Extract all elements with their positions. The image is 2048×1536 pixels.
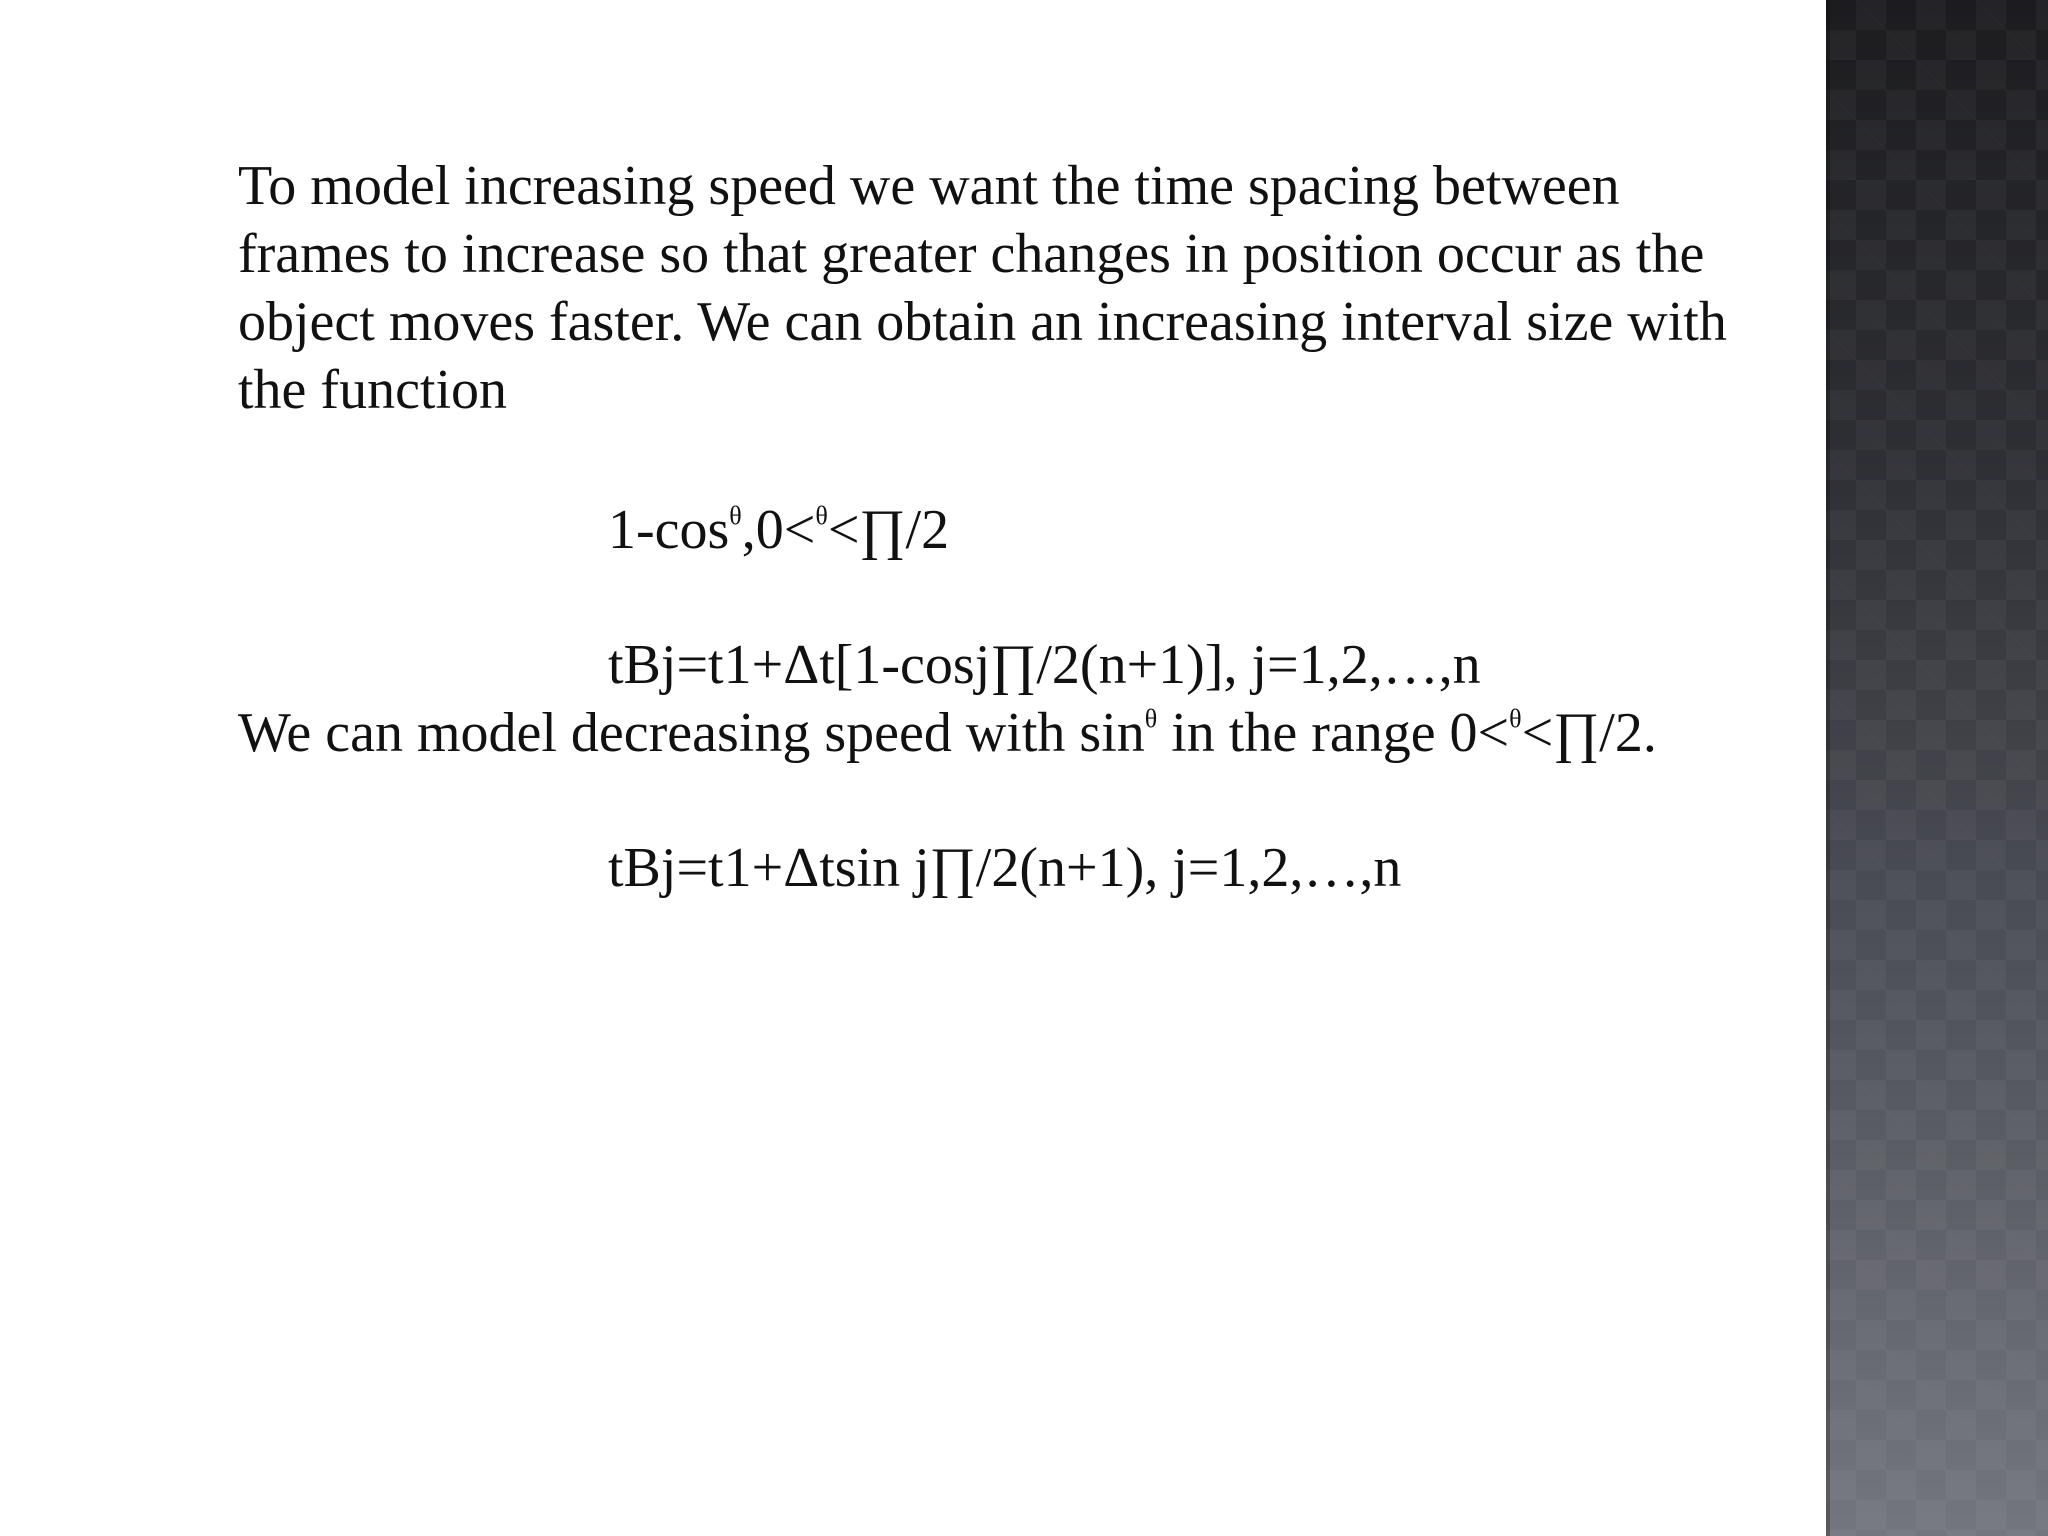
line-text: in the range 0< [1157,702,1510,764]
equation-decreasing-interval: tBj=t1+Δtsin j∏/2(n+1), j=1,2,…,n [608,837,1402,899]
equation-text: ,0< [741,499,816,561]
theta-superscript: θ [815,501,828,530]
equation-text: <∏/2 [827,499,950,561]
paragraph-line: object moves faster. We can obtain an increasing interval size with [238,291,1727,353]
theta-superscript: θ [1509,704,1522,733]
equation-cosine-function [608,496,949,564]
equation-increasing-interval: tBj=t1+Δt[1-cosj∏/2(n+1)], j=1,2,…,n [608,634,1481,696]
decreasing-speed-line [238,699,1657,767]
intro-paragraph [238,152,1727,424]
line-text: <∏/2. [1521,702,1657,764]
theta-superscript: θ [729,501,742,530]
paragraph-line: frames to increase so that greater changes in position occur as the [238,223,1705,285]
paragraph-line: To model increasing speed we want the time spacing between [238,155,1620,217]
decorative-side-band [1826,0,2048,1536]
theta-superscript: θ [1144,704,1158,733]
line-text: We can model decreasing speed with sin [238,702,1145,764]
equation-text: 1-cos [608,499,730,561]
paragraph-line: the function [238,359,508,421]
